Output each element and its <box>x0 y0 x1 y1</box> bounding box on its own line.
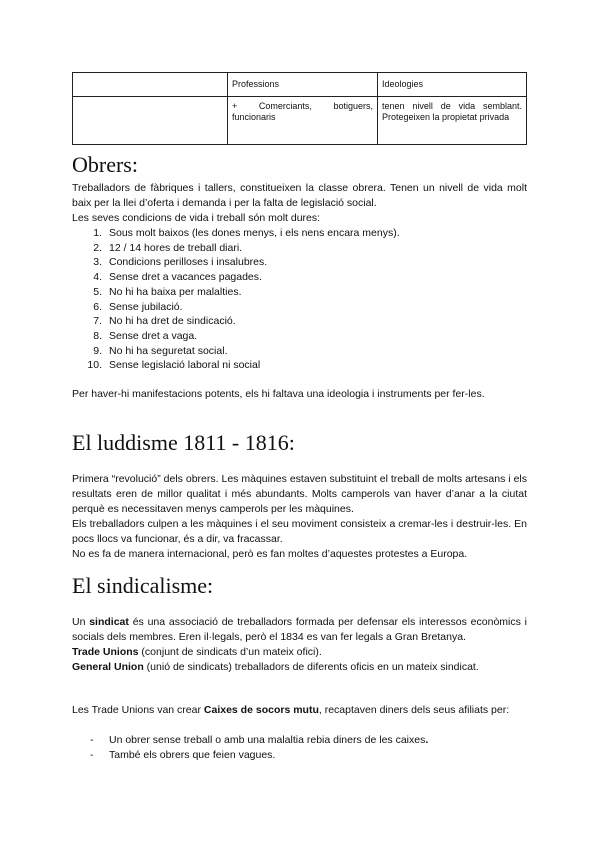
conditions-list <box>72 226 512 373</box>
list-item <box>72 344 512 359</box>
caixes-block <box>72 703 527 718</box>
term-trade-unions: Trade Unions <box>72 646 139 658</box>
list-text: Un obrer sense treball o amb una malaltia rebia diners de les caixes <box>109 734 426 746</box>
luddisme-p3: No es fa de manera internacional, però es fan moltes d’aquestes protestes a Europa. <box>72 548 468 560</box>
table-header-professions: Professions <box>228 73 378 97</box>
list-item <box>72 226 512 241</box>
dash-marker: - <box>90 749 94 761</box>
list-text: No hi ha seguretat social. <box>109 344 228 357</box>
caixes-bullet-list <box>72 733 512 763</box>
list-number: 1. <box>93 227 102 239</box>
heading-sindicalisme: El sindicalisme: <box>72 573 214 598</box>
list-text: Condicions perilloses i insalubres. <box>109 256 268 269</box>
list-text: Sense dret a vaga. <box>109 329 198 342</box>
obrers-conditions-lead: Les seves condicions de vida i treball són molt dures: <box>72 212 321 224</box>
term-sindicat: sindicat <box>89 616 129 628</box>
table-cell-professions: + Comerciants, botiguers, funcionaris <box>228 97 378 145</box>
list-number: 7. <box>93 315 102 328</box>
text-run: (conjunt de sindicats d’un mateix ofici). <box>138 646 322 658</box>
list-number: 3. <box>93 256 102 269</box>
text-run: Les Trade Unions van crear <box>72 704 204 716</box>
list-number: 6. <box>93 300 102 313</box>
table-cell-empty <box>73 97 228 145</box>
list-text: Sense dret a vacances pagades. <box>109 271 262 284</box>
bold-period: . <box>425 734 429 746</box>
list-item <box>72 241 512 256</box>
obrers-intro-block <box>72 181 527 226</box>
list-text: 12 / 14 hores de treball diari. <box>109 241 243 254</box>
list-number: 5. <box>93 285 102 298</box>
list-item <box>72 300 512 315</box>
luddisme-p2: Els treballadors culpen a les màquines i el seu moviment consisteix a cremar-les i destruir-les. En pocs llocs va funcionar, és a dir, va fracassar. <box>72 518 527 545</box>
list-item <box>72 733 512 748</box>
list-number: 9. <box>93 344 102 357</box>
list-number: 2. <box>93 241 102 254</box>
list-item <box>72 748 512 763</box>
luddisme-p1: Primera “revolució” dels obrers. Les màquines estaven substituint el treball de molts artesans i els resultats eren de millor qualitat i més abundants. Molts camperols van haver d’anar a la ciutat perquè es necessitaven menys camperols per les màquines. <box>72 473 527 515</box>
luddisme-block <box>72 472 527 562</box>
text-run: , recaptaven diners dels seus afiliats per: <box>318 704 510 716</box>
dash-marker: - <box>90 734 94 746</box>
social-classes-table <box>72 72 527 145</box>
list-text: Sense jubilació. <box>109 300 183 313</box>
table-header-cell-1 <box>73 73 228 97</box>
general-union-line <box>72 660 527 675</box>
list-item <box>72 358 512 373</box>
list-number: 4. <box>93 271 102 284</box>
sindicalisme-block <box>72 615 527 675</box>
table-header-row <box>73 73 527 97</box>
heading-obrers: Obrers: <box>72 152 138 177</box>
list-text: No hi ha baixa per malalties. <box>109 285 242 298</box>
sindicalisme-p1 <box>72 615 527 645</box>
term-caixes: Caixes de socors mutu <box>203 704 319 716</box>
list-item <box>72 285 512 300</box>
table-row <box>73 97 527 145</box>
list-number: 8. <box>93 329 102 342</box>
list-text: També els obrers que feien vagues. <box>109 749 276 761</box>
list-text: No hi ha dret de sindicació. <box>109 315 236 328</box>
list-item <box>72 270 512 285</box>
table-cell-ideologies: tenen nivell de vida semblant. Protegeixen la propietat privada <box>378 97 527 145</box>
caixes-paragraph <box>72 703 527 718</box>
obrers-closing: Per haver-hi manifestacions potents, els hi faltava una ideologia i instruments per fer-les. <box>72 388 485 400</box>
table-header-ideologies: Ideologies <box>378 73 527 97</box>
text-run: Un <box>72 616 90 628</box>
heading-luddisme: El luddisme 1811 - 1816: <box>72 430 295 455</box>
list-text: Sous molt baixos (les dones menys, i els nens encara menys). <box>109 227 400 239</box>
term-general-union: General Union <box>72 661 144 673</box>
list-item <box>72 314 512 329</box>
trade-unions-line <box>72 645 527 660</box>
list-number: 10. <box>87 359 102 372</box>
obrers-closing-block <box>72 387 527 402</box>
obrers-intro: Treballadors de fàbriques i tallers, constitueixen la classe obrera. Tenen un nivell de vida molt baix per la llei d’oferta i demanda i per la falta de legislació social. <box>72 182 527 209</box>
text-run: (unió de sindicats) treballadors de diferents oficis en un mateix sindicat. <box>143 661 479 673</box>
text-run: és una associació de treballadors formada per defensar els interessos econòmics i socials dels membres. Eren il·legals, però el 1834 es van fer legals a Gran Bretanya. <box>72 616 527 643</box>
list-item <box>72 255 512 270</box>
list-item <box>72 329 512 344</box>
list-text: Sense legislació laboral ni social <box>109 359 261 372</box>
